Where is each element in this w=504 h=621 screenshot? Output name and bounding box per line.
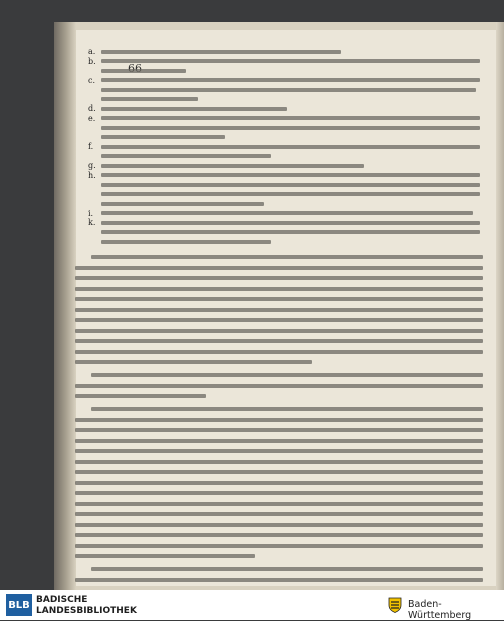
list-marker: b. [88, 56, 96, 66]
paragraph [75, 404, 483, 562]
list-item [88, 171, 488, 209]
library-name-line2: LANDESBIBLIOTHEK [36, 606, 137, 616]
library-name-line1: BADISCHE [36, 595, 88, 605]
blb-logo[interactable]: BLB [6, 594, 32, 616]
footer-bar [0, 590, 504, 620]
paragraph [75, 564, 483, 585]
page-edge [496, 22, 504, 590]
list-marker: k. [88, 218, 96, 227]
list-item [88, 209, 488, 219]
enumerated-list [88, 47, 488, 247]
list-marker: i. [88, 208, 94, 218]
state-name[interactable]: Baden-Württemberg [408, 599, 472, 621]
paragraph [75, 370, 483, 402]
list-item [88, 142, 488, 161]
list-item [88, 114, 488, 143]
list-marker: a. [88, 47, 96, 56]
list-marker: h. [88, 170, 96, 180]
list-item [88, 57, 488, 76]
list-marker: c. [88, 75, 96, 85]
list-marker: f. [88, 142, 94, 151]
book-binding [54, 22, 76, 590]
bw-coat-of-arms-icon [386, 596, 404, 614]
list-marker: g. [88, 161, 96, 170]
list-item [88, 104, 488, 114]
list-item [88, 218, 488, 247]
paragraph [75, 252, 483, 368]
list-item [88, 76, 488, 105]
list-item [88, 47, 488, 57]
list-item [88, 161, 488, 171]
list-marker: d. [88, 104, 96, 113]
list-marker: e. [88, 113, 96, 123]
library-name [36, 595, 137, 617]
